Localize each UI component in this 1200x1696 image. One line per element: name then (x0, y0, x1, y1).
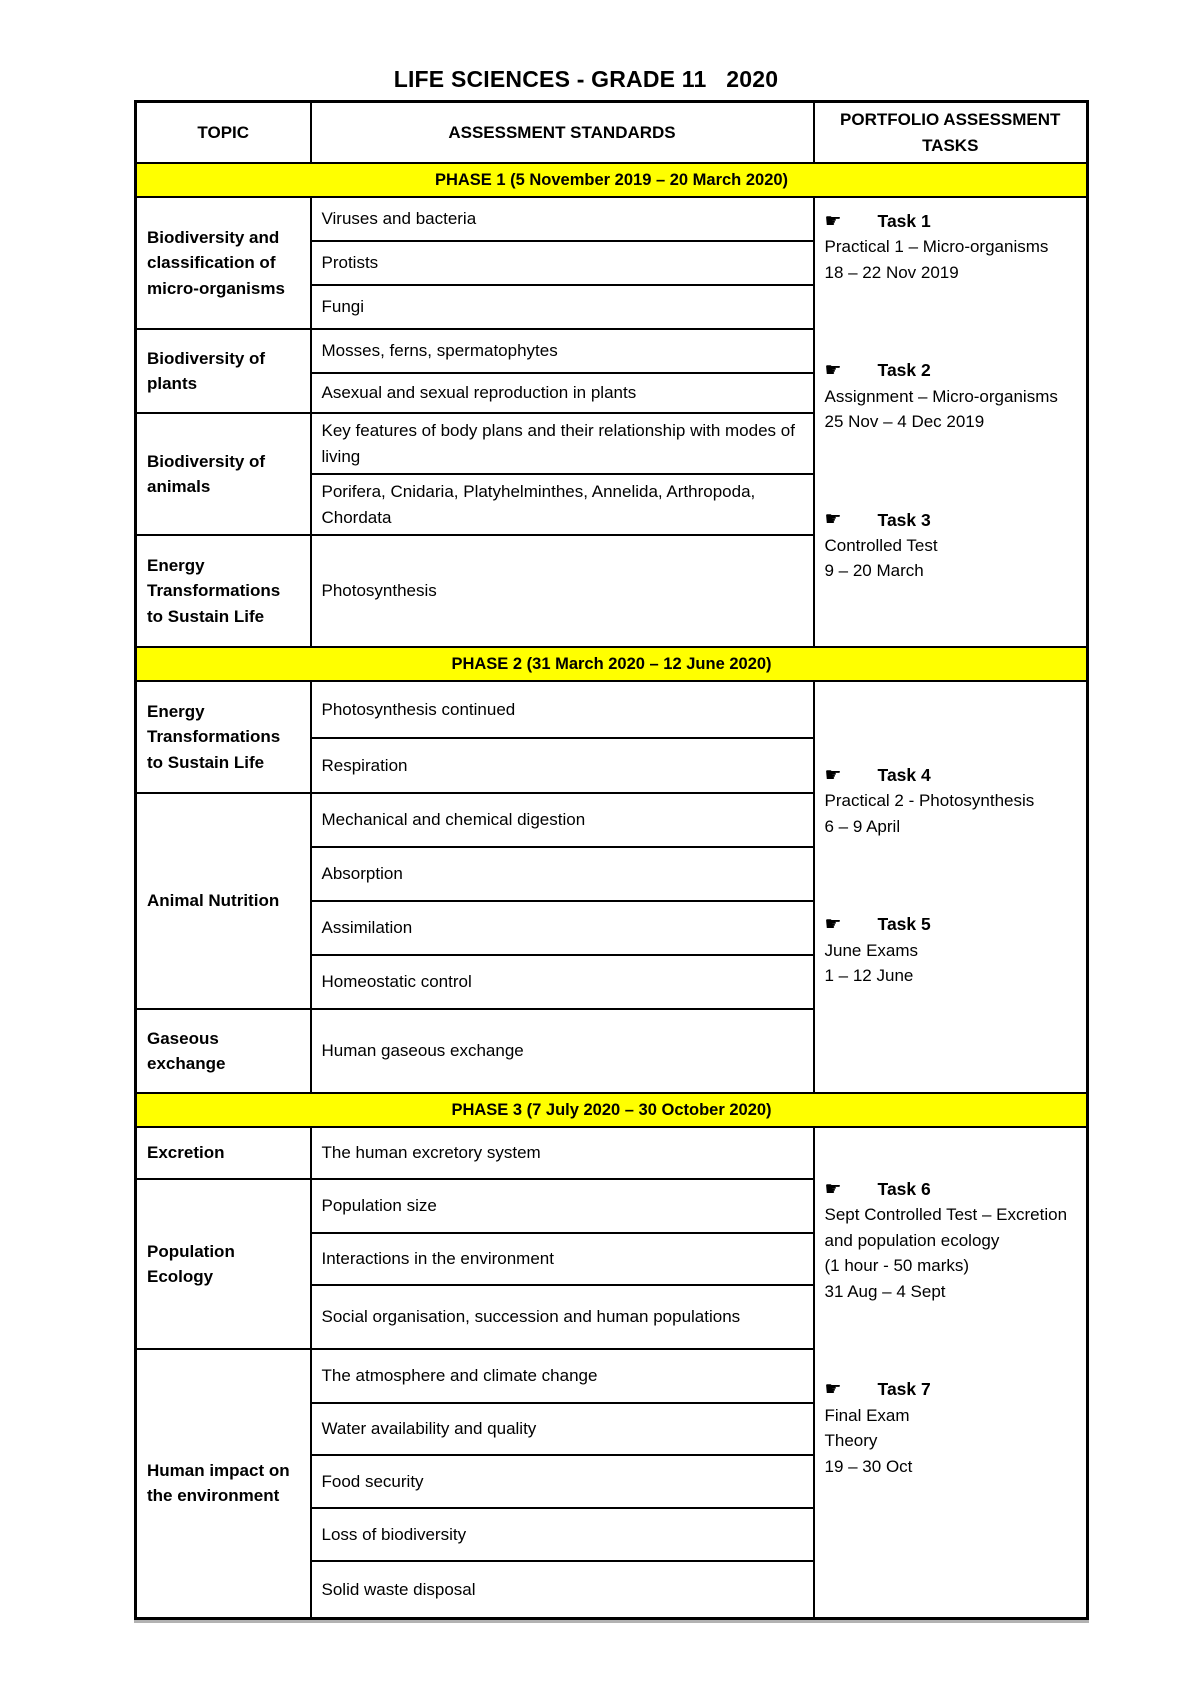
task-detail: Controlled Test (824, 535, 938, 555)
task-date: 25 Nov – 4 Dec 2019 (824, 412, 985, 431)
standard-cell: Fungi (311, 285, 814, 329)
pointing-hand-icon: ☛ (824, 210, 842, 232)
topic-cell: Gaseous exchange (136, 1009, 311, 1093)
standard-cell: Human gaseous exchange (311, 1009, 814, 1093)
topic-cell: Biodiversity and classification of micro-organisms (136, 197, 311, 329)
phase-2-bar (136, 647, 1088, 681)
task-title: Task 1 (877, 211, 931, 231)
task-detail: June Exams (824, 940, 919, 960)
topic-cell: Human impact on the environment (136, 1349, 311, 1618)
standard-cell: Respiration (311, 738, 814, 793)
standard-cell: Asexual and sexual reproduction in plants (311, 373, 814, 413)
standard-cell: Solid waste disposal (311, 1561, 814, 1618)
phase-1-label: PHASE 1 (5 November 2019 – 20 March 2020) (136, 163, 1088, 197)
pointing-hand-icon: ☛ (824, 1178, 842, 1200)
task-entry (825, 507, 1077, 584)
task-date: 6 – 9 April (824, 816, 901, 836)
pointing-hand-icon: ☛ (824, 509, 842, 531)
page-title: LIFE SCIENCES - GRADE 11 2020 (393, 66, 779, 92)
standard-cell: Porifera, Cnidaria, Platyhelminthes, Annelida, Arthropoda, Chordata (311, 474, 814, 535)
task-date: 18 – 22 Nov 2019 (824, 262, 959, 282)
column-header-tasks: PORTFOLIO ASSESSMENT TASKS (814, 102, 1088, 164)
task-entry (825, 357, 1077, 434)
task-date: 9 – 20 March (824, 561, 924, 581)
task-detail: Practical 2 - Photosynthesis (824, 791, 1035, 811)
task-detail: Assignment – Micro-organisms (824, 386, 1058, 406)
task-title: Task 4 (877, 765, 931, 785)
standard-cell: The human excretory system (311, 1127, 814, 1179)
standard-cell: Absorption (311, 847, 814, 901)
pointing-hand-icon: ☛ (824, 913, 842, 935)
topic-cell: Biodiversity of plants (136, 329, 311, 413)
standard-cell: Viruses and bacteria (311, 197, 814, 241)
topic-cell: Population Ecology (136, 1179, 311, 1349)
phase-3-bar (136, 1093, 1088, 1127)
topic-cell: Excretion (136, 1127, 311, 1179)
standard-cell: Population size (311, 1179, 814, 1233)
topic-cell: Energy Transformations to Sustain Life (136, 535, 311, 647)
phase-1-bar (136, 163, 1088, 197)
standard-cell: Interactions in the environment (311, 1233, 814, 1285)
tasks-cell-phase-2 (814, 681, 1088, 1093)
standard-cell: Key features of body plans and their relationship with modes of living (311, 413, 814, 474)
topic-cell: Energy Transformations to Sustain Life (136, 681, 311, 793)
table-row (136, 197, 1088, 241)
standard-cell: Loss of biodiversity (311, 1508, 814, 1561)
topic-cell: Animal Nutrition (136, 793, 311, 1009)
pointing-hand-icon: ☛ (824, 764, 842, 786)
phase-3-label: PHASE 3 (7 July 2020 – 30 October 2020) (136, 1093, 1088, 1127)
tasks-cell-phase-1 (814, 197, 1088, 647)
task-entry (825, 1176, 1077, 1304)
task-date: 19 – 30 Oct (824, 1456, 913, 1476)
task-detail: Practical 1 – Micro-organisms (824, 237, 1049, 257)
table-row (136, 1127, 1088, 1179)
column-header-standards: ASSESSMENT STANDARDS (311, 102, 814, 164)
standard-cell: Homeostatic control (311, 955, 814, 1009)
curriculum-table (134, 100, 1089, 1620)
standard-cell: The atmosphere and climate change (311, 1349, 814, 1403)
standard-cell: Mechanical and chemical digestion (311, 793, 814, 847)
task-entry (825, 911, 1077, 988)
standard-cell: Mosses, ferns, spermatophytes (311, 329, 814, 373)
standard-cell: Protists (311, 241, 814, 285)
task-title: Task 3 (877, 509, 931, 530)
column-header-topic: TOPIC (136, 102, 311, 164)
standard-cell: Photosynthesis (311, 535, 814, 647)
task-title: Task 5 (877, 914, 931, 935)
task-title: Task 6 (877, 1179, 931, 1199)
task-entry (825, 1376, 1077, 1479)
task-detail: (1 hour - 50 marks) (824, 1256, 970, 1276)
topic-cell: Biodiversity of animals (136, 413, 311, 535)
pointing-hand-icon: ☛ (824, 1378, 842, 1400)
task-title: Task 2 (877, 360, 931, 381)
pointing-hand-icon: ☛ (824, 359, 842, 381)
table-header-row (136, 102, 1088, 164)
standard-cell: Water availability and quality (311, 1403, 814, 1455)
standard-cell: Photosynthesis continued (311, 681, 814, 738)
tasks-cell-phase-3 (814, 1127, 1088, 1618)
task-date: 1 – 12 June (824, 966, 914, 985)
task-entry (825, 208, 1077, 285)
standard-cell: Food security (311, 1455, 814, 1508)
standard-cell: Assimilation (311, 901, 814, 955)
task-entry (825, 762, 1077, 839)
task-detail: Final Exam (824, 1405, 910, 1425)
phase-2-label: PHASE 2 (31 March 2020 – 12 June 2020) (136, 647, 1088, 681)
task-detail: Sept Controlled Test – Excretion and population ecology (824, 1205, 1068, 1250)
standard-cell: Social organisation, succession and human populations (311, 1285, 814, 1349)
task-title: Task 7 (877, 1379, 931, 1400)
table-row (136, 681, 1088, 738)
task-detail: Theory (824, 1431, 878, 1450)
task-date: 31 Aug – 4 Sept (824, 1281, 946, 1301)
